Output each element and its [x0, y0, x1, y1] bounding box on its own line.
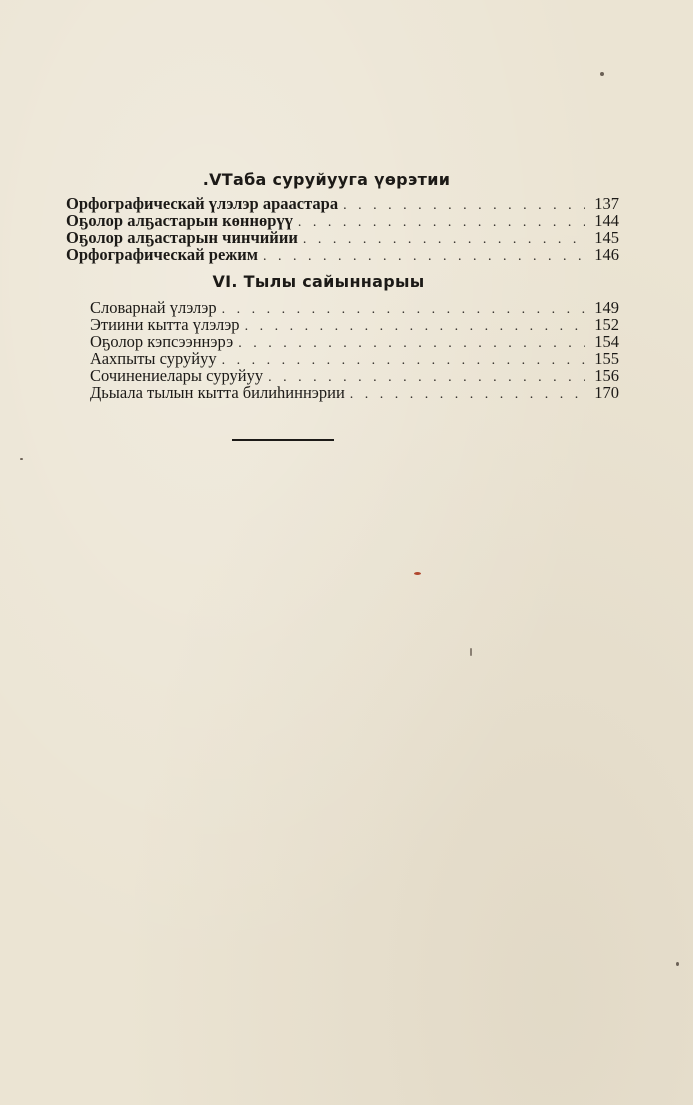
toc-entry: [66, 195, 619, 212]
toc-entry-label: Аахпыты суруйуу: [90, 349, 217, 368]
toc-entry: [90, 367, 619, 384]
dot-leader: [238, 335, 585, 352]
toc-entry: [66, 229, 619, 246]
toc-entry-page: 146: [594, 245, 619, 264]
toc-entry-page: 156: [594, 366, 619, 385]
toc-entry: [90, 350, 619, 367]
toc-entry-page: 137: [594, 194, 619, 213]
toc-entry-page: 154: [594, 332, 619, 351]
toc-entry-label: Оҕолор алҕастарын көннөрүү: [66, 211, 293, 230]
toc-entry-page: 152: [594, 315, 619, 334]
toc-entry-label: Орфографическай үлэлэр араастара: [66, 194, 339, 213]
toc-entry-page: 144: [594, 211, 619, 230]
toc-entry: [66, 246, 619, 263]
closing-rule: [232, 439, 334, 441]
dot-leader: [245, 318, 585, 335]
dot-leader: [222, 301, 585, 318]
dot-leader: [222, 352, 585, 369]
paper-speck: [414, 572, 421, 575]
paper-speck: [20, 458, 23, 460]
dot-leader: [298, 214, 585, 231]
dot-leader: [350, 386, 585, 403]
section-title-5: .VТаба суруйууга үөрэтии: [202, 170, 451, 189]
section-title-6: VI. Тылы сайыннарыы: [212, 272, 425, 291]
paper-speck: [470, 648, 472, 656]
toc-entry-label: Сочинениелары суруйуу: [90, 366, 264, 385]
dot-leader: [343, 197, 585, 214]
toc-entry-label: Оҕолор алҕастарын чинчийии: [66, 228, 298, 247]
toc-section-6: [90, 299, 619, 401]
toc-entry: [90, 384, 619, 401]
dot-leader: [303, 231, 585, 248]
toc-section-5: [66, 195, 619, 263]
toc-entry-page: 170: [594, 383, 619, 402]
toc-entry-label: Этиини кытта үлэлэр: [90, 315, 240, 334]
toc-entry: [90, 333, 619, 350]
toc-entry-page: 145: [594, 228, 619, 247]
toc-entry: [90, 316, 619, 333]
toc-entry-label: Оҕолор кэпсээннэрэ: [90, 332, 234, 351]
toc-entry: [66, 212, 619, 229]
toc-entry-page: 149: [594, 298, 619, 317]
toc-entry: [90, 299, 619, 316]
toc-entry-label: Орфографическай режим: [66, 245, 259, 264]
toc-entry-label: Дьыала тылын кытта билиһиннэрии: [90, 383, 345, 402]
paper-speck: [600, 72, 604, 76]
dot-leader: [263, 248, 585, 265]
paper-speck: [676, 962, 679, 966]
toc-entry-label: Словарнай үлэлэр: [90, 298, 217, 317]
toc-entry-page: 155: [594, 349, 619, 368]
